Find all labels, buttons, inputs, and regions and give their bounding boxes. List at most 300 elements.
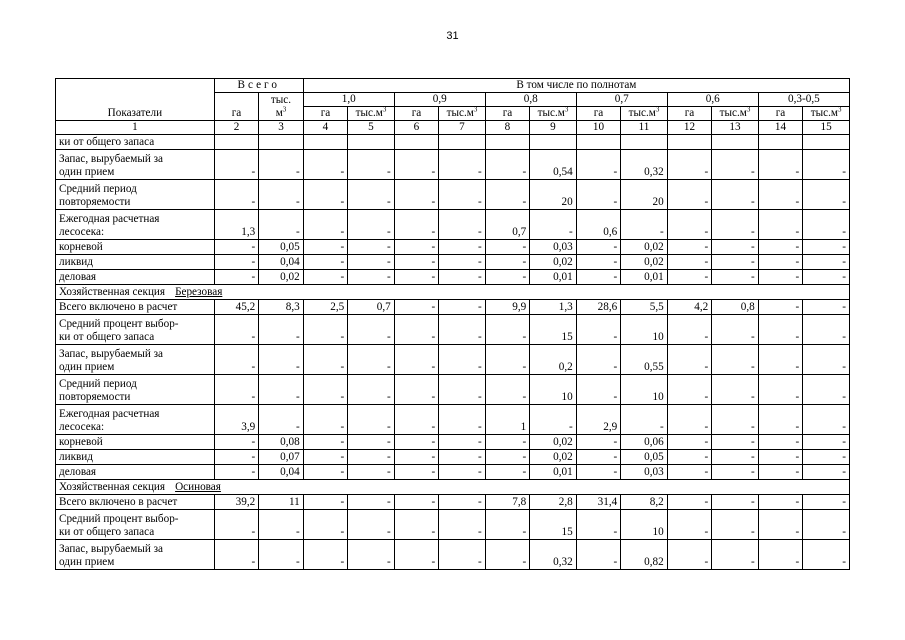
- column-number: 12: [667, 121, 711, 135]
- table-cell: -: [803, 375, 850, 405]
- table-cell: 39,2: [214, 495, 258, 510]
- table-cell: [303, 135, 347, 150]
- volume-unit: тыс.м: [355, 107, 383, 119]
- table-cell: -: [712, 465, 759, 480]
- table-cell: 0,08: [259, 435, 303, 450]
- table-cell: -: [259, 180, 303, 210]
- table-row: [56, 495, 850, 510]
- table-cell: -: [576, 150, 620, 180]
- table-cell: [394, 135, 438, 150]
- table-cell: 0,02: [530, 450, 577, 465]
- table-cell: -: [803, 405, 850, 435]
- volume-unit-top: тыс.: [270, 94, 292, 106]
- table-cell: -: [667, 315, 711, 345]
- table-cell: -: [439, 495, 486, 510]
- table-cell: 0,02: [530, 435, 577, 450]
- table-cell: -: [303, 375, 347, 405]
- row-label-line: Ежегодная расчетная: [59, 213, 160, 225]
- table-row: [56, 450, 850, 465]
- table-row: [56, 405, 850, 435]
- table-cell: -: [485, 450, 529, 465]
- table-cell: -: [576, 180, 620, 210]
- table-cell: -: [803, 210, 850, 240]
- row-label-line: Всего включено в расчет: [59, 496, 178, 508]
- section-label: Хозяйственная секция: [59, 286, 166, 298]
- table-cell: -: [803, 150, 850, 180]
- table-cell: -: [394, 180, 438, 210]
- table-cell: -: [621, 210, 668, 240]
- superscript: 3: [746, 106, 751, 114]
- table-cell: -: [485, 435, 529, 450]
- row-label-line: Запас, вырубаемый за: [59, 153, 164, 165]
- table-cell: -: [303, 210, 347, 240]
- table-cell: 10: [621, 375, 668, 405]
- row-label: [56, 435, 215, 450]
- table-cell: -: [803, 510, 850, 540]
- row-label-line: Средний процент выбор-: [59, 318, 179, 330]
- table-cell: -: [758, 540, 802, 570]
- table-cell: -: [214, 345, 258, 375]
- unit-volume-header: [803, 107, 850, 121]
- row-label-line: ки от общего запаса: [59, 331, 155, 343]
- table-cell: -: [758, 150, 802, 180]
- row-label-line: деловая: [59, 271, 97, 283]
- table-cell: -: [803, 300, 850, 315]
- table-row: [56, 270, 850, 285]
- table-row: [56, 255, 850, 270]
- table-cell: -: [259, 405, 303, 435]
- row-label-line: повторяемости: [59, 391, 131, 403]
- table-cell: -: [803, 540, 850, 570]
- table-cell: -: [439, 510, 486, 540]
- table-cell: 2,5: [303, 300, 347, 315]
- table-cell: -: [214, 240, 258, 255]
- table-cell: -: [758, 405, 802, 435]
- table-cell: -: [348, 180, 395, 210]
- row-label-line: ки от общего запаса: [59, 136, 155, 148]
- table-cell: -: [667, 495, 711, 510]
- table-cell: -: [214, 375, 258, 405]
- row-label-line: лесосека:: [59, 421, 105, 433]
- table-cell: -: [303, 495, 347, 510]
- table-cell: -: [485, 465, 529, 480]
- table-cell: -: [803, 240, 850, 255]
- table-cell: -: [712, 180, 759, 210]
- table-cell: -: [485, 255, 529, 270]
- table-cell: -: [576, 465, 620, 480]
- table-cell: -: [712, 345, 759, 375]
- table-cell: [621, 135, 668, 150]
- table-cell: -: [667, 240, 711, 255]
- row-label: [56, 465, 215, 480]
- table-cell: 0,01: [530, 465, 577, 480]
- table-cell: -: [394, 495, 438, 510]
- table-cell: 0,54: [530, 150, 577, 180]
- row-label-line: Средний период: [59, 378, 137, 390]
- table-cell: -: [303, 450, 347, 465]
- forest-calculation-table: [55, 78, 850, 570]
- row-label: [56, 345, 215, 375]
- table-cell: -: [667, 405, 711, 435]
- unit-volume-header: [439, 107, 486, 121]
- column-number: 11: [621, 121, 668, 135]
- volume-unit: тыс.м: [719, 107, 747, 119]
- table-cell: -: [259, 150, 303, 180]
- section-row: [56, 285, 850, 300]
- density-header: 1,0: [303, 93, 394, 107]
- table-cell: 0,32: [530, 540, 577, 570]
- table-cell: -: [439, 210, 486, 240]
- table-cell: -: [667, 375, 711, 405]
- table-cell: -: [348, 240, 395, 255]
- column-number-row: [56, 121, 850, 135]
- table-cell: -: [259, 540, 303, 570]
- row-label-line: Ежегодная расчетная: [59, 408, 160, 420]
- volume-unit: тыс.м: [446, 107, 474, 119]
- column-number: 7: [439, 121, 486, 135]
- table-cell: -: [530, 210, 577, 240]
- row-label-line: корневой: [59, 241, 103, 253]
- column-number: 6: [394, 121, 438, 135]
- table-row: [56, 465, 850, 480]
- row-label-line: деловая: [59, 466, 97, 478]
- table-row: [56, 435, 850, 450]
- table-cell: -: [712, 315, 759, 345]
- table-cell: -: [259, 345, 303, 375]
- table-cell: -: [259, 315, 303, 345]
- table-cell: -: [485, 510, 529, 540]
- table-cell: -: [348, 540, 395, 570]
- table-cell: -: [667, 465, 711, 480]
- row-label: [56, 540, 215, 570]
- table-cell: 0,05: [259, 240, 303, 255]
- table-cell: -: [439, 465, 486, 480]
- table-row: [56, 510, 850, 540]
- table-cell: -: [214, 270, 258, 285]
- density-header: 0,3-0,5: [758, 93, 849, 107]
- table-cell: -: [667, 270, 711, 285]
- table-cell: -: [394, 465, 438, 480]
- table-cell: 0,7: [485, 210, 529, 240]
- unit-volume-header: [530, 107, 577, 121]
- table-cell: 0,02: [621, 240, 668, 255]
- table-cell: -: [803, 315, 850, 345]
- table-cell: -: [667, 540, 711, 570]
- table-cell: [485, 135, 529, 150]
- table-cell: -: [394, 240, 438, 255]
- table-cell: -: [394, 150, 438, 180]
- table-cell: -: [394, 270, 438, 285]
- table-cell: 0,02: [621, 255, 668, 270]
- table-row: [56, 540, 850, 570]
- table-row: [56, 375, 850, 405]
- table-cell: -: [667, 180, 711, 210]
- table-cell: 9,9: [485, 300, 529, 315]
- row-label: [56, 150, 215, 180]
- row-label: [56, 450, 215, 465]
- table-cell: -: [803, 345, 850, 375]
- section-row: [56, 480, 850, 495]
- table-cell: -: [348, 510, 395, 540]
- table-header: [56, 79, 850, 135]
- table-cell: -: [348, 270, 395, 285]
- volume-unit: тыс.м: [537, 107, 565, 119]
- table-row: [56, 240, 850, 255]
- column-number: 10: [576, 121, 620, 135]
- row-label: [56, 270, 215, 285]
- table-cell: -: [439, 240, 486, 255]
- density-header: 0,8: [485, 93, 576, 107]
- table-body: [56, 135, 850, 570]
- table-cell: -: [439, 255, 486, 270]
- table-cell: [214, 135, 258, 150]
- row-label: [56, 210, 215, 240]
- column-number: 14: [758, 121, 802, 135]
- table-cell: -: [758, 450, 802, 465]
- table-cell: -: [712, 210, 759, 240]
- table-cell: -: [348, 465, 395, 480]
- table-cell: -: [667, 435, 711, 450]
- table-row: [56, 345, 850, 375]
- table-cell: -: [348, 375, 395, 405]
- table-cell: -: [712, 240, 759, 255]
- table-cell: -: [394, 210, 438, 240]
- table-cell: [348, 135, 395, 150]
- table-cell: -: [394, 315, 438, 345]
- table-row: [56, 150, 850, 180]
- table-cell: -: [303, 315, 347, 345]
- superscript: 3: [564, 106, 569, 114]
- table-cell: -: [485, 150, 529, 180]
- table-cell: -: [485, 540, 529, 570]
- table-cell: 45,2: [214, 300, 258, 315]
- table-cell: 2,9: [576, 405, 620, 435]
- table-cell: -: [803, 495, 850, 510]
- column-number: 13: [712, 121, 759, 135]
- table-cell: -: [576, 375, 620, 405]
- table-cell: -: [394, 510, 438, 540]
- superscript: 3: [837, 106, 842, 114]
- table-cell: 0,04: [259, 465, 303, 480]
- table-cell: 8,3: [259, 300, 303, 315]
- table-cell: -: [667, 210, 711, 240]
- table-cell: 0,2: [530, 345, 577, 375]
- total-ha-header: га: [214, 93, 258, 121]
- table-cell: 8,2: [621, 495, 668, 510]
- column-number: 4: [303, 121, 347, 135]
- row-label-line: ликвид: [59, 256, 93, 268]
- table-cell: -: [439, 270, 486, 285]
- table-cell: -: [394, 450, 438, 465]
- table-cell: -: [394, 405, 438, 435]
- table-cell: -: [576, 240, 620, 255]
- table-cell: 0,6: [576, 210, 620, 240]
- table-cell: 1,3: [530, 300, 577, 315]
- table-cell: -: [214, 465, 258, 480]
- table-cell: -: [712, 270, 759, 285]
- superscript: 3: [655, 106, 660, 114]
- table-cell: -: [214, 255, 258, 270]
- unit-ha-header: га: [758, 107, 802, 121]
- table-cell: -: [394, 540, 438, 570]
- table-cell: 0,55: [621, 345, 668, 375]
- table-cell: -: [576, 345, 620, 375]
- density-header: 0,9: [394, 93, 485, 107]
- table-cell: -: [485, 240, 529, 255]
- table-cell: -: [803, 435, 850, 450]
- table-cell: -: [576, 435, 620, 450]
- table-cell: -: [439, 540, 486, 570]
- table-cell: -: [439, 315, 486, 345]
- row-label: [56, 180, 215, 210]
- table-cell: 0,32: [621, 150, 668, 180]
- table-cell: -: [576, 255, 620, 270]
- table-cell: -: [348, 405, 395, 435]
- table-cell: -: [348, 150, 395, 180]
- table-cell: -: [394, 300, 438, 315]
- table-cell: 0,02: [259, 270, 303, 285]
- table-cell: 7,8: [485, 495, 529, 510]
- table-cell: 20: [621, 180, 668, 210]
- table-cell: 0,04: [259, 255, 303, 270]
- superscript: 3: [473, 106, 478, 114]
- table-cell: -: [576, 315, 620, 345]
- table-cell: -: [576, 450, 620, 465]
- column-number: 15: [803, 121, 850, 135]
- table-cell: -: [712, 405, 759, 435]
- table-cell: -: [712, 150, 759, 180]
- table-cell: -: [303, 180, 347, 210]
- table-cell: -: [485, 315, 529, 345]
- table-cell: -: [485, 270, 529, 285]
- section-name: Березовая: [175, 286, 223, 298]
- superscript: 3: [282, 105, 287, 114]
- table-cell: 0,03: [530, 240, 577, 255]
- table-cell: 3,9: [214, 405, 258, 435]
- table-row: [56, 180, 850, 210]
- unit-ha-header: га: [394, 107, 438, 121]
- table-cell: -: [758, 465, 802, 480]
- column-number: 8: [485, 121, 529, 135]
- table-cell: -: [758, 495, 802, 510]
- row-label-line: Запас, вырубаемый за: [59, 543, 164, 555]
- table-cell: -: [259, 375, 303, 405]
- table-cell: [576, 135, 620, 150]
- table-cell: -: [621, 405, 668, 435]
- section-title: [56, 285, 850, 300]
- table-cell: -: [303, 345, 347, 375]
- table-cell: -: [758, 375, 802, 405]
- table-cell: -: [485, 375, 529, 405]
- table-cell: -: [758, 255, 802, 270]
- table-cell: -: [758, 270, 802, 285]
- row-label-line: повторяемости: [59, 196, 131, 208]
- table-cell: 2,8: [530, 495, 577, 510]
- table-cell: -: [348, 345, 395, 375]
- unit-ha-header: га: [303, 107, 347, 121]
- column-number: 9: [530, 121, 577, 135]
- table-cell: 0,03: [621, 465, 668, 480]
- table-cell: -: [712, 375, 759, 405]
- table-cell: 11: [259, 495, 303, 510]
- table-cell: -: [348, 435, 395, 450]
- table-cell: -: [712, 510, 759, 540]
- table-cell: -: [712, 450, 759, 465]
- table-cell: 10: [621, 510, 668, 540]
- table-cell: -: [214, 315, 258, 345]
- row-label-line: ликвид: [59, 451, 93, 463]
- column-number: 2: [214, 121, 258, 135]
- unit-volume-header: [348, 107, 395, 121]
- table-cell: -: [303, 240, 347, 255]
- table-cell: -: [303, 270, 347, 285]
- table-cell: [530, 135, 577, 150]
- row-label: [56, 135, 215, 150]
- volume-unit: тыс.м: [628, 107, 656, 119]
- row-label-line: ки от общего запаса: [59, 526, 155, 538]
- table-cell: [803, 135, 850, 150]
- table-cell: -: [259, 210, 303, 240]
- table-cell: -: [485, 180, 529, 210]
- table-cell: -: [303, 465, 347, 480]
- table-cell: -: [803, 450, 850, 465]
- table-cell: -: [439, 345, 486, 375]
- superscript: 3: [382, 106, 387, 114]
- table-cell: -: [214, 450, 258, 465]
- table-cell: -: [758, 435, 802, 450]
- volume-unit: тыс.м: [810, 107, 838, 119]
- row-label-line: Всего включено в расчет: [59, 301, 178, 313]
- table-cell: -: [439, 450, 486, 465]
- table-cell: 15: [530, 315, 577, 345]
- table-cell: 0,02: [530, 255, 577, 270]
- table-cell: [758, 135, 802, 150]
- table-cell: -: [667, 345, 711, 375]
- table-cell: -: [439, 300, 486, 315]
- table-cell: -: [758, 300, 802, 315]
- table-cell: 15: [530, 510, 577, 540]
- table-cell: -: [439, 405, 486, 435]
- row-label: [56, 255, 215, 270]
- row-label: [56, 495, 215, 510]
- density-group-header: В том числе по полнотам: [303, 79, 849, 93]
- row-label: [56, 240, 215, 255]
- row-label: [56, 375, 215, 405]
- total-header: Всего: [214, 79, 303, 93]
- table-cell: 0,01: [621, 270, 668, 285]
- table-cell: -: [803, 180, 850, 210]
- row-label-line: Запас, вырубаемый за: [59, 348, 164, 360]
- table-cell: -: [758, 315, 802, 345]
- row-label-line: лесосека:: [59, 226, 105, 238]
- table-cell: [712, 135, 759, 150]
- table-cell: -: [803, 255, 850, 270]
- volume-unit-bottom: м: [275, 107, 283, 119]
- table-cell: -: [667, 255, 711, 270]
- table-row: [56, 300, 850, 315]
- table-cell: -: [214, 180, 258, 210]
- table-cell: 10: [621, 315, 668, 345]
- table-cell: -: [576, 510, 620, 540]
- unit-ha-header: га: [667, 107, 711, 121]
- table-cell: -: [439, 150, 486, 180]
- table-cell: 28,6: [576, 300, 620, 315]
- table-cell: -: [667, 450, 711, 465]
- table-cell: 10: [530, 375, 577, 405]
- table-cell: -: [259, 510, 303, 540]
- table-cell: -: [303, 150, 347, 180]
- section-label: Хозяйственная секция: [59, 481, 166, 493]
